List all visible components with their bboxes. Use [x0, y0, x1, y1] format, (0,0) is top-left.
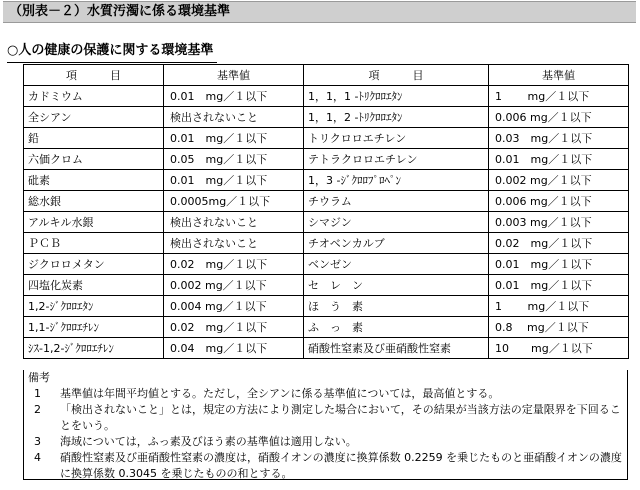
- value-cell: 0.003 mg／１以下: [489, 212, 629, 233]
- item-cell: 1，3 -ｼﾞｸﾛﾛﾌﾟﾛﾍﾟﾝ: [304, 170, 489, 191]
- notes-box: [23, 370, 628, 480]
- header-item-left: 項 目: [24, 65, 164, 86]
- table-row: [24, 254, 629, 275]
- item-cell: チウラム: [304, 191, 489, 212]
- header-standard-left: 基準値: [164, 65, 304, 86]
- table-row: [24, 170, 629, 191]
- table-row: [24, 107, 629, 128]
- value-cell: 1 mg／１以下: [489, 296, 629, 317]
- value-cell: 0.02 mg／１以下: [164, 317, 304, 338]
- value-cell: 0.01 mg／１以下: [489, 254, 629, 275]
- value-cell: 0.8 mg／１以下: [489, 317, 629, 338]
- table-row: [24, 128, 629, 149]
- item-cell: ベンゼン: [304, 254, 489, 275]
- table-row: [24, 191, 629, 212]
- table-row: [24, 86, 629, 107]
- item-cell: 1,2-ｼﾞｸﾛﾛｴﾀﾝ: [24, 296, 164, 317]
- value-cell: 0.002 mg／１以下: [489, 170, 629, 191]
- value-cell: 0.04 mg／１以下: [164, 338, 304, 359]
- note-text: 硝酸性窒素及び亜硝酸性窒素の濃度は，硝酸イオンの濃度に換算係数 0.2259 を乗じたものと亜硝酸イオンの濃度に換算係数 0.3045 を乗じたものの和とする。: [60, 451, 622, 480]
- value-cell: 10 mg／１以下: [489, 338, 629, 359]
- note-text: 基準値は年間平均値とする。ただし，全シアンに係る基準値については，最高値とする。: [60, 387, 500, 400]
- item-cell: トリクロロエチレン: [304, 128, 489, 149]
- header-standard-right: 基準値: [489, 65, 629, 86]
- notes-title: 備考: [28, 371, 50, 384]
- item-cell: テトラクロロエチレン: [304, 149, 489, 170]
- value-cell: 検出されないこと: [164, 212, 304, 233]
- item-cell: 四塩化炭素: [24, 275, 164, 296]
- item-cell: セ レ ン: [304, 275, 489, 296]
- table-row: [24, 233, 629, 254]
- value-cell: 0.01 mg／１以下: [164, 128, 304, 149]
- item-cell: チオベンカルブ: [304, 233, 489, 254]
- value-cell: 0.01 mg／１以下: [164, 86, 304, 107]
- note-text: 「検出されないこと」とは，規定の方法により測定した場合において，その結果が当該方法の定量限界を下回ることをいう。: [60, 403, 621, 432]
- item-cell: 硝酸性窒素及び亜硝酸性窒素: [304, 338, 489, 359]
- item-cell: シマジン: [304, 212, 489, 233]
- value-cell: 0.01 mg／１以下: [164, 170, 304, 191]
- section-title-underline: [7, 62, 217, 63]
- item-cell: 1,1-ｼﾞｸﾛﾛｴﾁﾚﾝ: [24, 317, 164, 338]
- note-number: 3: [34, 435, 41, 448]
- value-cell: 0.02 mg／１以下: [164, 254, 304, 275]
- item-cell: 1，1，2 -ﾄﾘｸﾛﾛｴﾀﾝ: [304, 107, 489, 128]
- item-cell: ほ う 素: [304, 296, 489, 317]
- table-header-row: [24, 65, 629, 86]
- note-number: 1: [34, 387, 41, 400]
- page-header: （別表－２）水質汚濁に係る環境基準: [3, 1, 636, 23]
- value-cell: 0.002 mg／１以下: [164, 275, 304, 296]
- item-cell: 総水銀: [24, 191, 164, 212]
- note-text: 海域については，ふっ素及びほう素の基準値は適用しない。: [60, 435, 357, 448]
- value-cell: 0.01 mg／１以下: [489, 275, 629, 296]
- header-item-right: 項 目: [304, 65, 489, 86]
- table-row: [24, 212, 629, 233]
- item-cell: カドミウム: [24, 86, 164, 107]
- value-cell: 0.004 mg／１以下: [164, 296, 304, 317]
- item-cell: ｼｽ-1,2-ｼﾞｸﾛﾛｴﾁﾚﾝ: [24, 338, 164, 359]
- value-cell: 0.006 mg／１以下: [489, 191, 629, 212]
- item-cell: 砒素: [24, 170, 164, 191]
- item-cell: ふ っ 素: [304, 317, 489, 338]
- value-cell: 0.01 mg／１以下: [489, 149, 629, 170]
- item-cell: 鉛: [24, 128, 164, 149]
- section-title: ○人の健康の保護に関する環境基準: [7, 43, 214, 58]
- standards-table: [23, 64, 629, 359]
- value-cell: 検出されないこと: [164, 233, 304, 254]
- item-cell: アルキル水銀: [24, 212, 164, 233]
- table-row: [24, 296, 629, 317]
- note-number: 4: [34, 451, 41, 464]
- table-row: [24, 317, 629, 338]
- item-cell: 全シアン: [24, 107, 164, 128]
- item-cell: ＰＣＢ: [24, 233, 164, 254]
- table-row: [24, 275, 629, 296]
- item-cell: ジクロロメタン: [24, 254, 164, 275]
- value-cell: 0.03 mg／１以下: [489, 128, 629, 149]
- note-number: 2: [34, 403, 41, 416]
- value-cell: 1 mg／１以下: [489, 86, 629, 107]
- value-cell: 0.0005mg／１以下: [164, 191, 304, 212]
- value-cell: 0.05 mg／１以下: [164, 149, 304, 170]
- table-row: [24, 338, 629, 359]
- table-row: [24, 149, 629, 170]
- item-cell: 六価クロム: [24, 149, 164, 170]
- item-cell: 1，1，1 -ﾄﾘｸﾛﾛｴﾀﾝ: [304, 86, 489, 107]
- value-cell: 0.006 mg／１以下: [489, 107, 629, 128]
- value-cell: 0.02 mg／１以下: [489, 233, 629, 254]
- value-cell: 検出されないこと: [164, 107, 304, 128]
